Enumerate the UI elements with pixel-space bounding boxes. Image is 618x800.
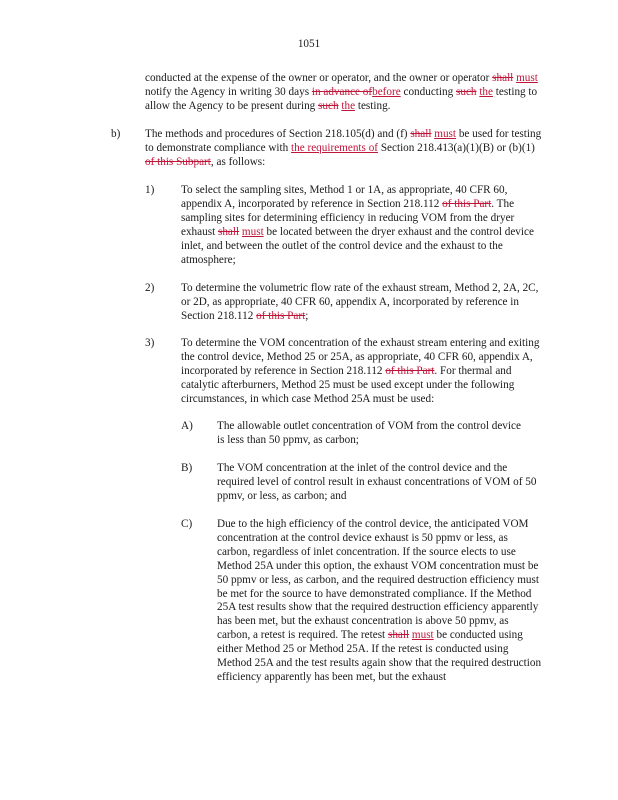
deleted-text: shall (410, 128, 432, 140)
inserted-text: the (479, 85, 493, 98)
subitem-b-label: B) (181, 462, 193, 474)
text-run: Due to the high efficiency of the control device, the anticipated VOM concentration at the control device exhaust is 50 ppmv or less, as carbon, regardless of inlet concentration. If the source elects to use Method 25A under this option, the exhaust VOM concentration must be 50 ppmv or less, as carbon, and the required destruction efficiency must be met for the source to have demonstrated compliance. If the Method 25A test results show that the required destruction efficiency apparently has been met, but the exhaust concentration is above 50 ppmv, as carbon, a retest is required. The retest (217, 518, 539, 642)
item-2-label: 2) (145, 282, 155, 294)
subitem-c-label: C) (181, 518, 193, 530)
section-b-text (145, 128, 542, 170)
text-run: . The sampling sites for determining efficiency in reducing VOM from the dryer exhaust (181, 197, 515, 238)
text-run: testing to allow the Agency to be present during (145, 85, 538, 112)
section-b-label: b) (111, 128, 121, 140)
text-run: be conducted using either Method 25 or Method 25A. If the retest is conducted using Method 25A and the test results again show that the required destruction efficiency apparently has been met, but the exhaust (217, 629, 542, 683)
inserted-text: the (341, 99, 356, 112)
text-run: ; (305, 309, 309, 322)
text-run: Section 218.413(a)(1)(B) or (b)(1) (378, 141, 535, 154)
inserted-text: must (241, 225, 264, 238)
paragraph-a-continuation (145, 72, 542, 114)
text-run: notify the Agency in writing 30 days (145, 85, 312, 98)
deleted-text: shall (387, 629, 410, 642)
subitem-a-label: A) (181, 420, 193, 432)
subitem-b-text (217, 462, 542, 504)
inserted-text: must (516, 72, 538, 84)
text-run: be used for testing to demonstrate compliance with (145, 128, 542, 154)
text-run: be located between the dryer exhaust and the control device inlet, and between the outlet of the control device and the exhaust to the atmosphere; (181, 225, 534, 266)
text-run: conducted at the expense of the owner or operator, and the owner or operator (145, 72, 493, 84)
item-1-text (181, 184, 542, 267)
subitem-a-text (217, 420, 530, 448)
deleted-text: of this Part (385, 364, 435, 377)
text-run: The methods and procedures of Section 218.105(d) and (f) (145, 128, 411, 140)
text-run: The allowable outlet concentration of VOM from the control device is less than 50 ppmv, as carbon; (217, 420, 521, 446)
text-run: To select the sampling sites, Method 1 or 1A, as appropriate, 40 CFR 60, appendix A, incorporated by reference in Section 218.112 (181, 184, 508, 210)
inserted-text: before (372, 85, 401, 98)
page-number: 1051 (297, 38, 321, 50)
deleted-text: in advance of (311, 85, 373, 98)
text-run: conducting (400, 85, 457, 98)
item-3-label: 3) (145, 337, 155, 349)
deleted-text: such (318, 99, 339, 112)
subitem-c-text (217, 518, 542, 685)
inserted-text: must (411, 629, 434, 642)
inserted-text: the requirements of (291, 141, 379, 154)
text-run: To determine the volumetric flow rate of the exhaust stream, Method 2, 2A, 2C, or 2D, as appropriate, 40 CFR 60, appendix A, incorporated by reference in Section 218.112 (181, 282, 539, 322)
item-1-label: 1) (145, 184, 155, 196)
deleted-text: of this Part (442, 197, 492, 210)
deleted-text: shall (492, 72, 514, 84)
text-run: The VOM concentration at the inlet of the control device and the required level of control result in exhaust concentrations of VOM of 50 ppmv, or less, as carbon; and (217, 462, 537, 502)
inserted-text: must (434, 128, 457, 140)
text-run: testing. (355, 99, 391, 112)
item-2-text (181, 282, 542, 324)
text-run: , as follows: (210, 155, 266, 168)
text-run: . For thermal and catalytic afterburners, Method 25 must be used except under the following circumstances, in which case Method 25A must be used: (181, 364, 515, 405)
deleted-text: of this Part (256, 309, 306, 322)
text-run: To determine the VOM concentration of the exhaust stream entering and exiting the control device, Method 25 or 25A, as appropriate, 40 CFR 60, appendix A, incorporated by reference in Section 218.112 (181, 337, 540, 377)
item-3-text (181, 337, 542, 407)
deleted-text: such (456, 85, 477, 98)
deleted-text: shall (217, 225, 240, 238)
deleted-text: of this Subpart (145, 155, 211, 168)
